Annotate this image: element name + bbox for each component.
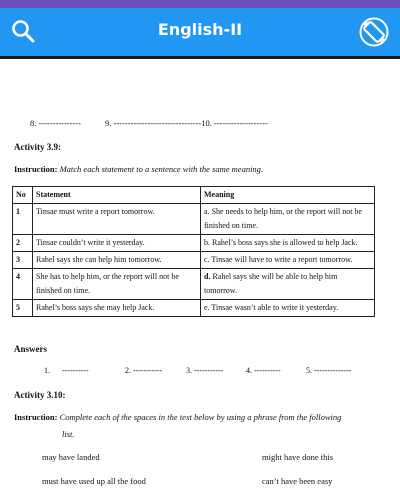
instruction-text: Complete each of the spaces in the text below by using a phrase from the following bbox=[59, 412, 342, 422]
header-no: No bbox=[13, 187, 33, 204]
meaning-text: Rahel’s boss says she is allowed to help Jack. bbox=[212, 238, 358, 247]
phrase-item: can’t have been easy bbox=[262, 476, 333, 486]
table-row bbox=[13, 204, 375, 235]
table-row bbox=[13, 300, 375, 317]
row-meaning bbox=[201, 235, 375, 252]
instruction-text: list. bbox=[62, 429, 75, 439]
app-title: English-II bbox=[157, 20, 243, 39]
app-bar bbox=[0, 8, 400, 56]
activity-39-instruction bbox=[14, 162, 263, 177]
row-no: 5 bbox=[13, 300, 33, 317]
row-no: 3 bbox=[13, 252, 33, 269]
answer-blank-4: 4. ---------- bbox=[246, 366, 281, 375]
row-meaning bbox=[201, 269, 375, 300]
meaning-letter: b. bbox=[204, 238, 210, 247]
meaning-letter: c. bbox=[204, 255, 210, 264]
table-row bbox=[13, 269, 375, 300]
answer-blank-3: 3. ----------- bbox=[186, 366, 224, 375]
status-bar bbox=[0, 0, 400, 8]
meaning-letter: d. bbox=[204, 272, 211, 281]
meaning-text: Rahel says she will be able to help him tomorrow. bbox=[204, 272, 338, 295]
meaning-text: Tinsae will have to write a report tomorrow. bbox=[211, 255, 353, 264]
header-meaning: Meaning bbox=[201, 187, 375, 204]
blank-9-10: 9. -------------------------------10. ------------------- bbox=[105, 118, 268, 128]
meaning-text: She needs to help him, or the report will not be finished on time. bbox=[204, 207, 362, 230]
activity-310-instruction bbox=[14, 410, 384, 425]
answers-label: Answers bbox=[14, 344, 47, 354]
row-meaning bbox=[201, 252, 375, 269]
row-no: 2 bbox=[13, 235, 33, 252]
row-statement: She has to help him, or the report will not be finished on time. bbox=[33, 269, 201, 300]
row-no: 1 bbox=[13, 204, 33, 235]
instruction-label: Instruction: bbox=[14, 412, 58, 422]
answer-blank-5: 5. -------------- bbox=[306, 366, 352, 375]
row-meaning bbox=[201, 204, 375, 235]
row-meaning bbox=[201, 300, 375, 317]
instruction-text: Match each statement to a sentence with the same meaning. bbox=[59, 164, 264, 174]
meaning-letter: e. bbox=[204, 303, 210, 312]
matching-table bbox=[12, 186, 375, 317]
row-statement: Rahel says she can help him tomorrow. bbox=[33, 252, 201, 269]
row-statement: Tinsae couldn’t write it yesterday. bbox=[33, 235, 201, 252]
phrase-item: might have done this bbox=[262, 452, 334, 462]
instruction-label: Instruction: bbox=[14, 164, 58, 174]
activity-310-instruction-cont bbox=[62, 427, 75, 442]
activity-310-heading: Activity 3.10: bbox=[14, 390, 66, 400]
row-statement: Tinsae must write a report tomorrow. bbox=[33, 204, 201, 235]
header-statement: Statement bbox=[33, 187, 201, 204]
row-statement: Rahel’s boss says she may help Jack. bbox=[33, 300, 201, 317]
phrase-item: may have landed bbox=[42, 452, 100, 462]
app-bar-divider bbox=[0, 56, 400, 59]
table-row bbox=[13, 252, 375, 269]
meaning-text: Tinsae wasn’t able to write it yesterday. bbox=[211, 303, 339, 312]
row-no: 4 bbox=[13, 269, 33, 300]
activity-39-heading: Activity 3.9: bbox=[14, 142, 61, 152]
table-row bbox=[13, 235, 375, 252]
meaning-letter: a. bbox=[204, 207, 210, 216]
table-header-row bbox=[13, 187, 375, 204]
answer-blank-2: 2. ----------- bbox=[125, 366, 163, 375]
blank-8: 8. --------------- bbox=[30, 118, 81, 128]
answer-blank-1: 1. ---------- bbox=[44, 366, 89, 375]
phrase-item: must have used up all the food bbox=[42, 476, 146, 486]
screen-rotation-icon[interactable] bbox=[358, 16, 390, 48]
